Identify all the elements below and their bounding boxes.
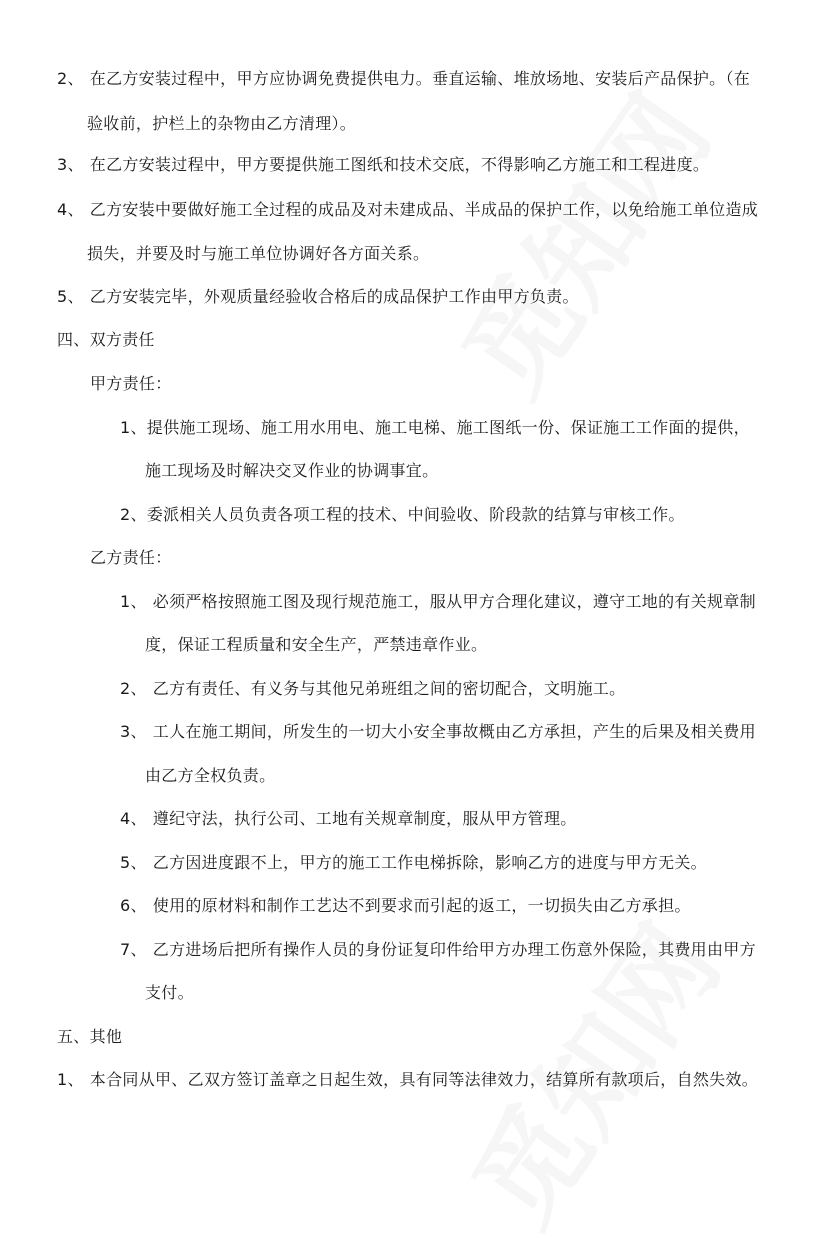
party-a-item-1 xyxy=(120,417,750,439)
item-number: 7、 xyxy=(120,940,147,959)
party-b-item-2 xyxy=(120,678,625,700)
item-text: 本合同从甲、乙双方签订盖章之日起生效，具有同等法律效力，结算所有款项后，自然失效。 xyxy=(89,1070,759,1089)
party-a-item-1-continued: 施工现场及时解决交叉作业的协调事宜。 xyxy=(145,461,439,480)
clause-4-continued: 损失，并要及时与施工单位协调好各方面关系。 xyxy=(87,244,430,263)
item-text: 遵纪守法，执行公司、工地有关规章制度，服从甲方管理。 xyxy=(152,809,577,828)
party-a-title: 甲方责任： xyxy=(90,374,172,393)
clause-2 xyxy=(57,68,750,90)
item-number: 4、 xyxy=(120,809,147,828)
clause-number: 5、 xyxy=(57,287,84,306)
clause-2-continued: 验收前，护栏上的杂物由乙方清理）。 xyxy=(87,114,357,133)
clause-number: 2、 xyxy=(57,69,84,88)
party-b-item-7 xyxy=(120,939,756,961)
clause-number: 4、 xyxy=(57,200,84,219)
section-heading-responsibilities: 四、双方责任 xyxy=(57,330,155,349)
item-text: 乙方进场后把所有操作人员的身份证复印件给甲方办理工伤意外保险，其费用由甲方 xyxy=(152,940,756,959)
party-b-item-6 xyxy=(120,895,691,917)
item-text: 必须严格按照施工图及现行规范施工，服从甲方合理化建议，遵守工地的有关规章制 xyxy=(152,592,756,611)
party-b-item-3-continued: 由乙方全权负责。 xyxy=(145,766,276,785)
clause-5 xyxy=(57,286,579,308)
item-number: 3、 xyxy=(120,722,147,741)
item-number: 2、 xyxy=(120,505,147,524)
clause-4 xyxy=(57,199,758,221)
clause-text: 乙方安装完毕，外观质量经验收合格后的成品保护工作由甲方负责。 xyxy=(89,287,579,306)
party-b-item-4 xyxy=(120,808,577,830)
item-text: 使用的原材料和制作工艺达不到要求而引起的返工，一切损失由乙方承担。 xyxy=(152,896,691,915)
item-number: 2、 xyxy=(120,679,147,698)
clause-text: 在乙方安装过程中，甲方应协调免费提供电力。垂直运输、堆放场地、安装后产品保护。（在 xyxy=(89,69,751,88)
item-number: 1、 xyxy=(120,418,147,437)
clause-text: 在乙方安装过程中，甲方要提供施工图纸和技术交底，不得影响乙方施工和工程进度。 xyxy=(89,155,710,174)
clause-3 xyxy=(57,154,709,176)
party-b-item-1 xyxy=(120,591,756,613)
party-b-title: 乙方责任： xyxy=(90,548,172,567)
item-text: 乙方有责任、有义务与其他兄弟班组之间的密切配合，文明施工。 xyxy=(152,679,626,698)
item-number: 1、 xyxy=(120,592,147,611)
item-text: 乙方因进度跟不上，甲方的施工工作电梯拆除，影响乙方的进度与甲方无关。 xyxy=(152,853,707,872)
clause-text: 乙方安装中要做好施工全过程的成品及对未建成品、半成品的保护工作，以免给施工单位造成 xyxy=(89,200,759,219)
party-b-item-5 xyxy=(120,852,707,874)
section-heading-other: 五、其他 xyxy=(57,1027,123,1046)
item-number: 6、 xyxy=(120,896,147,915)
other-item-1 xyxy=(57,1069,758,1091)
party-a-item-2 xyxy=(120,504,685,526)
item-text: 委派相关人员负责各项工程的技术、中间验收、阶段款的结算与审核工作。 xyxy=(146,505,685,524)
party-b-item-7-continued: 支付。 xyxy=(145,983,194,1002)
item-text: 工人在施工期间，所发生的一切大小安全事故概由乙方承担，产生的后果及相关费用 xyxy=(152,722,756,741)
party-b-item-1-continued: 度，保证工程质量和安全生产，严禁违章作业。 xyxy=(145,635,488,654)
watermark xyxy=(420,60,739,421)
party-b-item-3 xyxy=(120,721,756,743)
item-number: 1、 xyxy=(57,1070,84,1089)
clause-number: 3、 xyxy=(57,155,84,174)
item-text: 提供施工现场、施工用水用电、施工电梯、施工图纸一份、保证施工工作面的提供， xyxy=(146,418,750,437)
item-number: 5、 xyxy=(120,853,147,872)
